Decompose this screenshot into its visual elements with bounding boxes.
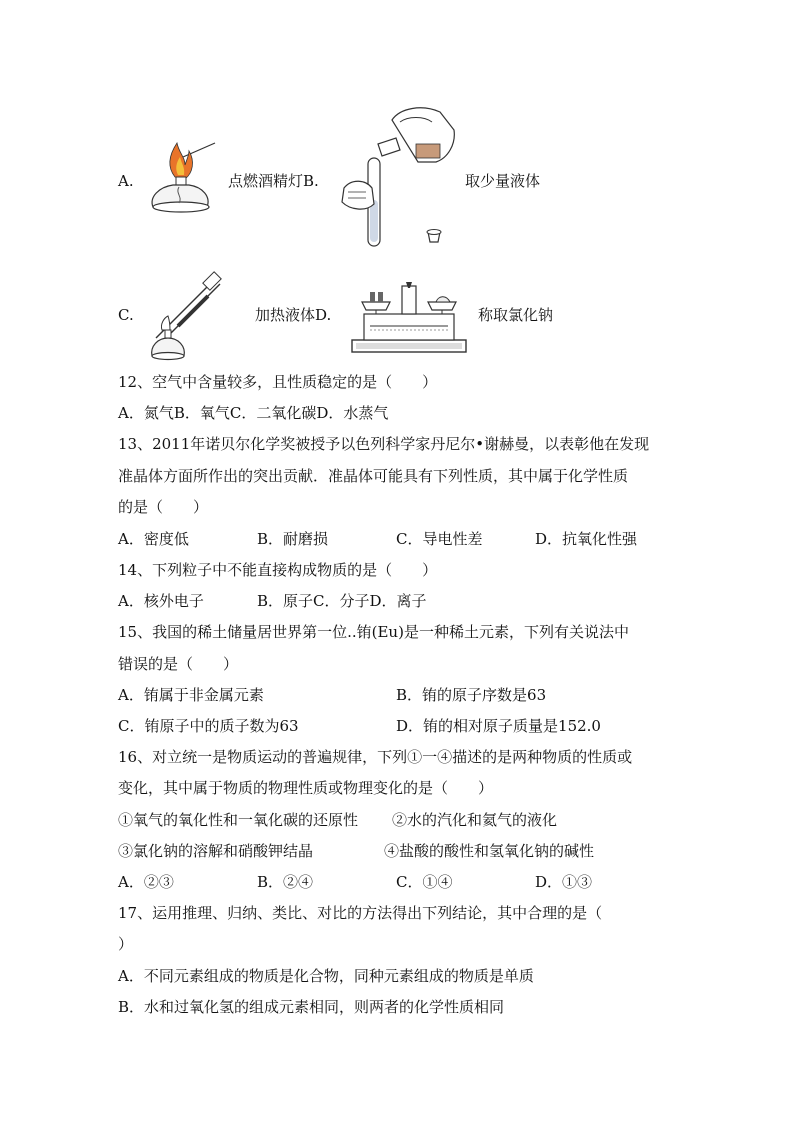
q16-item-1: ①氧气的氧化性和一氧化碳的还原性 bbox=[118, 811, 359, 829]
q17-stem-line-1: 17、运用推理、归纳、类比、对比的方法得出下列结论，其中合理的是（ bbox=[118, 904, 603, 922]
q17-stem-line-2: ） bbox=[118, 935, 134, 953]
q15-option-d: D．铕的相对原子质量是152.0 bbox=[396, 717, 601, 735]
q13-stem-line-2: 准晶体方面所作出的突出贡献．准晶体可能具有下列性质，其中属于化学性质 bbox=[118, 467, 629, 485]
q13-option-b: B．耐磨损 bbox=[257, 530, 329, 548]
q12-options: A．氮气B．氧气C．二氧化碳D．水蒸气 bbox=[118, 404, 389, 422]
q12-stem: 12、空气中含量较多，且性质稳定的是（ ） bbox=[118, 373, 438, 391]
q14-options-bcd: B．原子C．分子D．离子 bbox=[257, 592, 427, 610]
q13-option-a: A．密度低 bbox=[118, 530, 189, 548]
q16-item-3: ③氯化钠的溶解和硝酸钾结晶 bbox=[118, 842, 314, 860]
q13-stem-line-1: 13、2011年诺贝尔化学奖被授予以色列科学家丹尼尔•谢赫曼，以表彰他在发现 bbox=[118, 435, 650, 453]
q16-item-2: ②水的汽化和氦气的液化 bbox=[392, 811, 558, 829]
option-a-letter: A. bbox=[118, 172, 134, 190]
q16-option-b: B．②④ bbox=[257, 873, 314, 891]
alcohol-lamp-lighting-illustration bbox=[145, 135, 225, 225]
q14-option-a: A．核外电子 bbox=[118, 592, 204, 610]
q15-stem-line-2: 错误的是（ ） bbox=[118, 655, 239, 673]
q15-option-c: C．铕原子中的质子数为63 bbox=[118, 717, 299, 735]
q15-option-b: B．铕的原子序数是63 bbox=[396, 686, 547, 704]
q16-option-d: D．①③ bbox=[535, 873, 593, 891]
q15-stem-line-1: 15、我国的稀土储量居世界第一位..铕(Eu)是一种稀土元素，下列有关说法中 bbox=[118, 623, 629, 641]
q16-option-c: C．①④ bbox=[396, 873, 453, 891]
q16-option-a: A．②③ bbox=[118, 873, 174, 891]
q16-item-4: ④盐酸的酸性和氢氧化钠的碱性 bbox=[384, 842, 595, 860]
q17-option-a: A．不同元素组成的物质是化合物，同种元素组成的物质是单质 bbox=[118, 967, 534, 985]
q14-stem: 14、下列粒子中不能直接构成物质的是（ ） bbox=[118, 561, 438, 579]
q15-option-a: A．铕属于非金属元素 bbox=[118, 686, 264, 704]
q17-option-b: B．水和过氧化氢的组成元素相同，则两者的化学性质相同 bbox=[118, 998, 505, 1016]
option-b-text: 取少量液体 bbox=[465, 172, 541, 190]
pouring-liquid-illustration bbox=[330, 100, 470, 255]
option-d-text: 称取氯化钠 bbox=[478, 306, 554, 324]
option-c-letter: C. bbox=[118, 306, 134, 324]
q16-stem-line-2: 变化，其中属于物质的物理性质或物理变化的是（ ） bbox=[118, 779, 494, 797]
q13-option-c: C．导电性差 bbox=[396, 530, 483, 548]
q16-stem-line-1: 16、对立统一是物质运动的普遍规律，下列①一④描述的是两种物质的性质或 bbox=[118, 748, 633, 766]
heating-liquid-illustration bbox=[148, 272, 228, 364]
q13-option-d: D．抗氧化性强 bbox=[535, 530, 638, 548]
balance-weighing-illustration bbox=[350, 280, 468, 356]
q13-stem-line-3: 的是（ ） bbox=[118, 498, 209, 516]
option-a-text: 点燃酒精灯B. bbox=[228, 172, 319, 190]
option-c-text: 加热液体D. bbox=[255, 306, 332, 324]
